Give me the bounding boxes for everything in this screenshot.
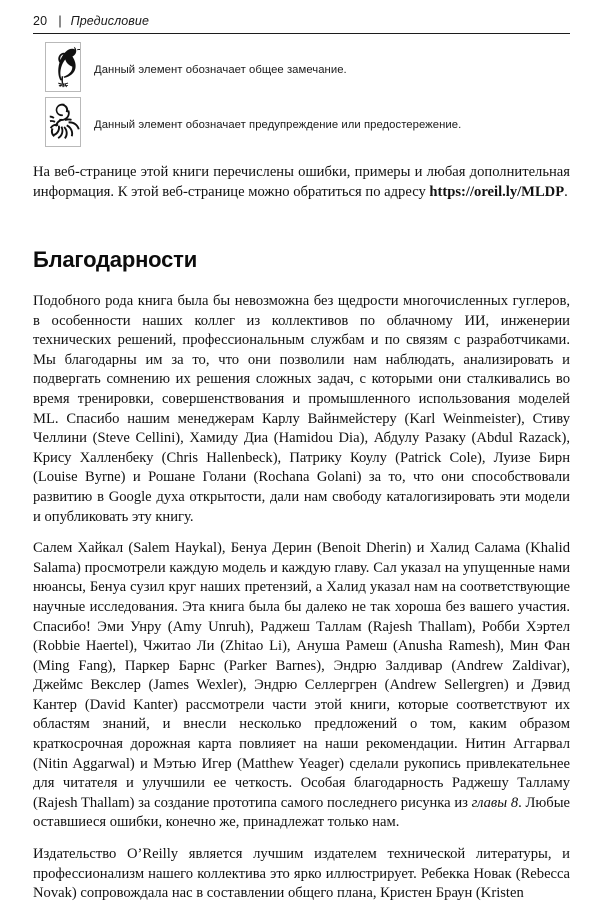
intro-paragraph [33, 163, 570, 202]
intro-text-before-url: На веб-странице этой книги перечислены ошибки, примеры и любая дополнительная информация. К этой веб-странице можно обратиться по адресу [33, 164, 570, 200]
intro-text-after-url: . [564, 183, 568, 200]
admonition-note [33, 42, 570, 97]
chapter-reference: главы 8 [471, 794, 519, 811]
running-title: Предисловие [70, 14, 150, 28]
paragraph-2 [33, 539, 570, 833]
paragraph-2-part-2: . Любые оставшиеся ошибки, конечно же, принадлежат только нам. [33, 794, 570, 831]
book-web-page-url[interactable]: https://oreil.ly/MLDP [429, 183, 565, 200]
paragraph-2-part-1: Салем Хайкал (Salem Haykal), Бенуа Дерин (Benoit Dherin) и Халид Салама (Khalid Salama) просмотрели каждую модель и каждую главу. Сал указал на упущенные нами нюансы, Бенуа сузил круг наших претензий, а Халид указал нам на соответствующие научные исследования. Эта книга была бы далеко не так хороша без вашего участия. Спасибо! Эми Унру (Amy Unruh), Раджеш Таллам (Rajesh Thallam), Робби Хэртел (Robbie Haertel), Чжитао Ли (Zhitao Li), Ануша Рамеш (Anusha Ramesh), Мин Фан (Ming Fang), Паркер Барнс (Parker Barnes), Эндрю Залдивар (Andrew Zaldivar), Джеймс Векслер (James Wexler), Эндрю Селлергрен (Andrew Sellergren) и Дэвид Кантер (David Kanter) рассмотрели части этой книги, которые соответствуют их областям знаний, и внесли несколько предложений о том, каким образом краткосрочная дорожная карта повлияет на наши рекомендации. Нитин Аггарвал (Nitin Aggarwal) и Мэтью Игер (Matthew Yeager) сделали рукопись привлекательнее для читателя и улучшили ее четкость. Особая благодарность Раджешу Талламу (Rajesh Thallam) за создание прототипа самого последнего рисунка из [33, 540, 570, 811]
acknowledgements-body [33, 292, 570, 904]
section-heading-block [33, 247, 570, 273]
paragraph-3: Издательство O’Reilly является лучшим издателем технической литературы, и профессионализм нашего коллектива это ярко иллюстрирует. Ребекка Новак (Rebecca Novak) сопровождала нас в составлении общего плана, Кристен Браун (Kristen [33, 846, 570, 902]
header-rule [33, 33, 570, 34]
crow-icon [45, 42, 81, 92]
intro-paragraph-block [33, 163, 570, 202]
admonition-warning-text: Данный элемент обозначает предупреждение или предостережение. [94, 119, 462, 131]
admonition-list [33, 42, 570, 152]
admonition-note-text: Данный элемент обозначает общее замечание. [94, 64, 347, 76]
scorpion-icon [45, 97, 81, 147]
paragraph-1: Подобного рода книга была бы невозможна без щедрости многочисленных гуглеров, в особенности наших коллег из коллективов по облачному ИИ, инженерии технических решений, профессиональным службам и по связям с разработчиками. Мы благодарны им за то, что они позволили нам наблюдать, анализировать и подвергать сомнению их решения сложных задач, с которыми они сталкивались во время тренировки, совершенствования и промышленного использования моделей ML. Спасибо нашим менеджерам Карлу Вайнмейстеру (Karl Weinmeister), Стиву Челлини (Steve Cellini), Хамиду Диа (Hamidou Dia), Абдулу Разаку (Abdul Razack), Крису Халленбеку (Chris Hallenbeck), Патрику Коулу (Patrick Cole), Луизе Бирн (Louise Byrne) и Рошане Голани (Rochana Golani) за то, что они способствовали развитию в Google духа открытости, дали нам свободу каталогизировать эти модели и опубликовать эту книгу. [33, 293, 570, 525]
running-header [33, 14, 570, 34]
page-number: 20 [33, 14, 48, 28]
admonition-warning [33, 97, 570, 152]
header-separator: | [58, 14, 62, 28]
section-title: Благодарности [33, 247, 198, 272]
